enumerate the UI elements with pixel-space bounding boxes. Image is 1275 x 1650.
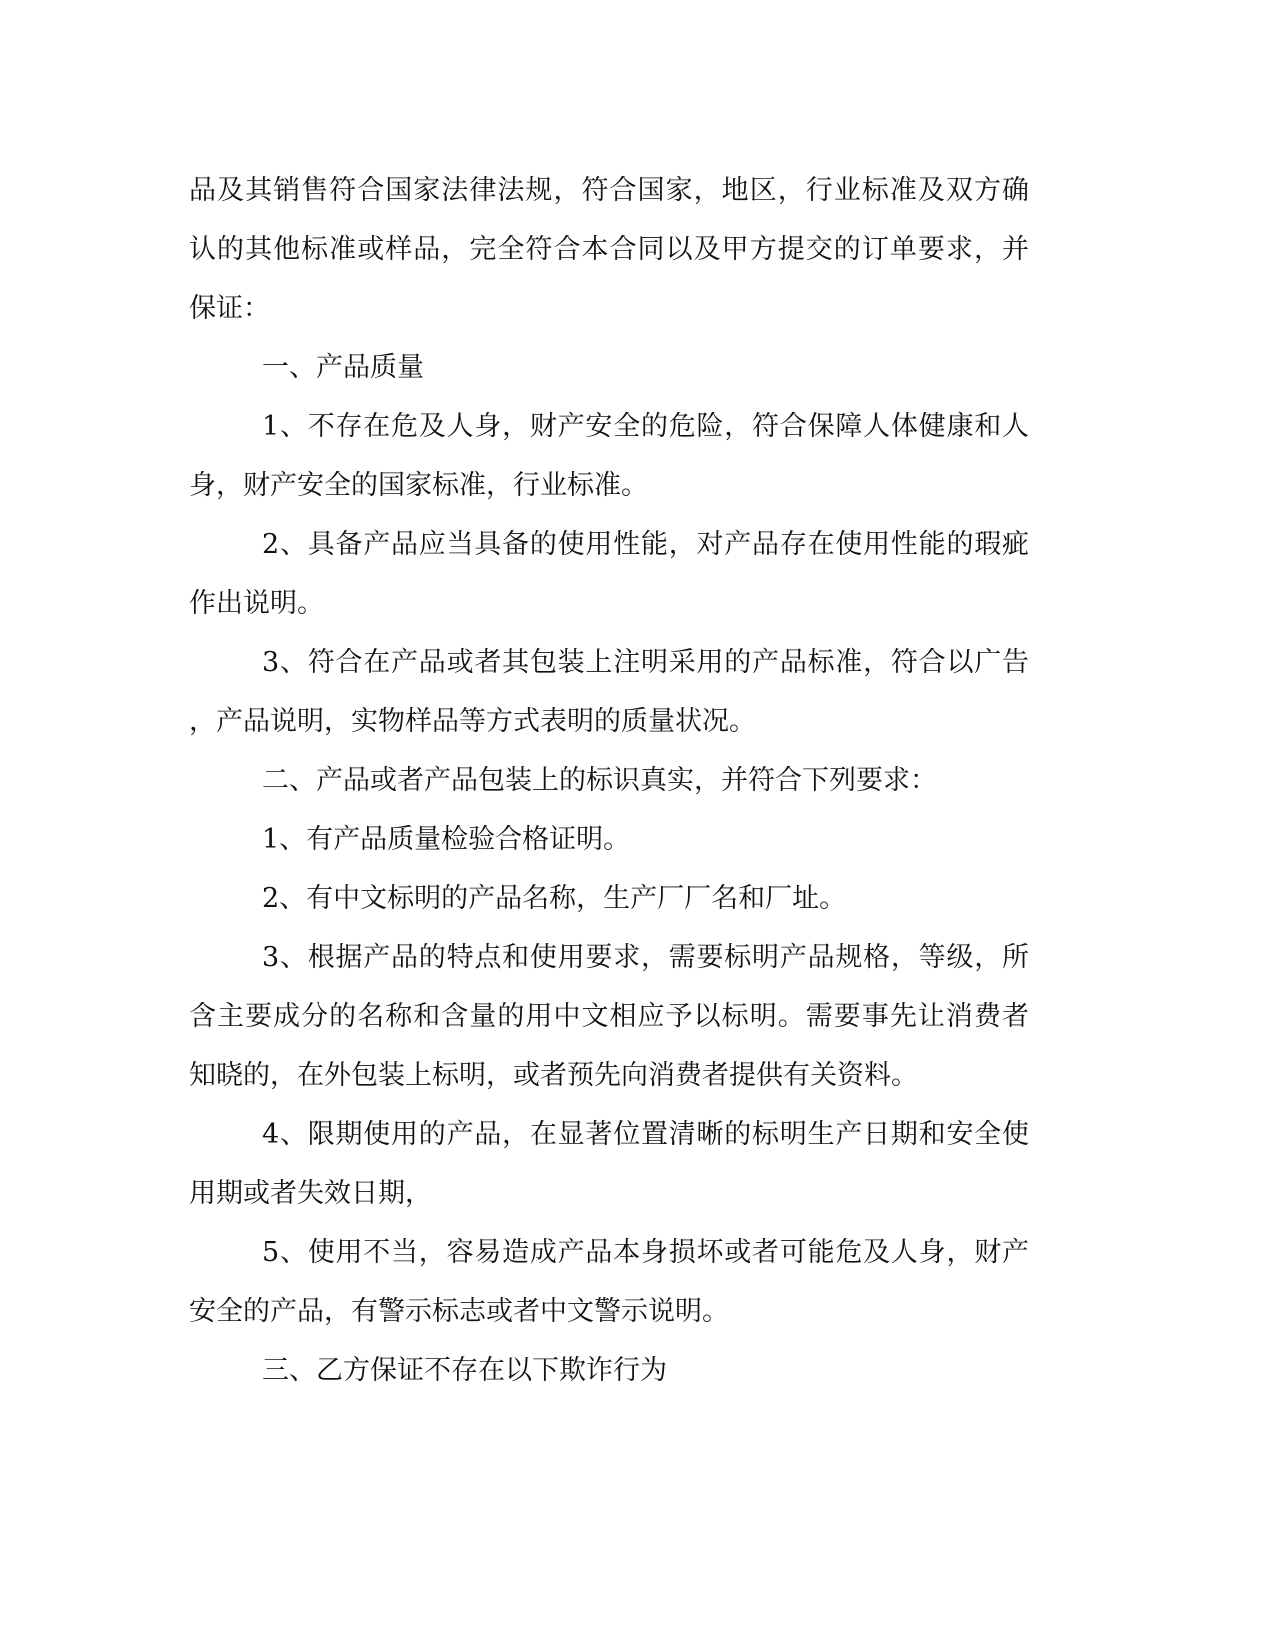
- text-line: 1、不存在危及人身，财产安全的危险，符合保障人体健康和人: [262, 411, 1030, 442]
- text-line: 含主要成分的名称和含量的用中文相应予以标明。需要事先让消费者: [189, 1001, 1031, 1032]
- text-line: 作出说明。: [189, 588, 324, 619]
- text-line: 保证：: [189, 293, 270, 324]
- text-line: 2、具备产品应当具备的使用性能，对产品存在使用性能的瑕疵: [262, 529, 1030, 560]
- text-line: 3、根据产品的特点和使用要求，需要标明产品规格，等级，所: [262, 942, 1030, 973]
- section-heading: 二、产品或者产品包装上的标识真实，并符合下列要求：: [262, 765, 937, 796]
- text-line: 5、使用不当，容易造成产品本身损坏或者可能危及人身，财产: [262, 1237, 1030, 1268]
- text-line: 4、限期使用的产品，在显著位置清晰的标明生产日期和安全使: [262, 1119, 1030, 1150]
- text-line: ，产品说明，实物样品等方式表明的质量状况。: [189, 706, 756, 737]
- text-line: 知晓的，在外包装上标明，或者预先向消费者提供有关资料。: [189, 1060, 918, 1091]
- text-line: 1、有产品质量检验合格证明。: [262, 824, 631, 855]
- text-line: 2、有中文标明的产品名称，生产厂厂名和厂址。: [262, 883, 847, 914]
- section-heading: 一、产品质量: [262, 352, 424, 383]
- text-line: 品及其销售符合国家法律法规，符合国家，地区，行业标准及双方确: [189, 175, 1031, 206]
- text-line: 身，财产安全的国家标准，行业标准。: [189, 470, 648, 501]
- text-line: 用期或者失效日期，: [189, 1178, 432, 1209]
- text-line: 安全的产品，有警示标志或者中文警示说明。: [189, 1296, 729, 1327]
- section-heading: 三、乙方保证不存在以下欺诈行为: [262, 1355, 667, 1386]
- text-line: 3、符合在产品或者其包装上注明采用的产品标准，符合以广告: [262, 647, 1030, 678]
- text-line: 认的其他标准或样品，完全符合本合同以及甲方提交的订单要求，并: [189, 234, 1031, 265]
